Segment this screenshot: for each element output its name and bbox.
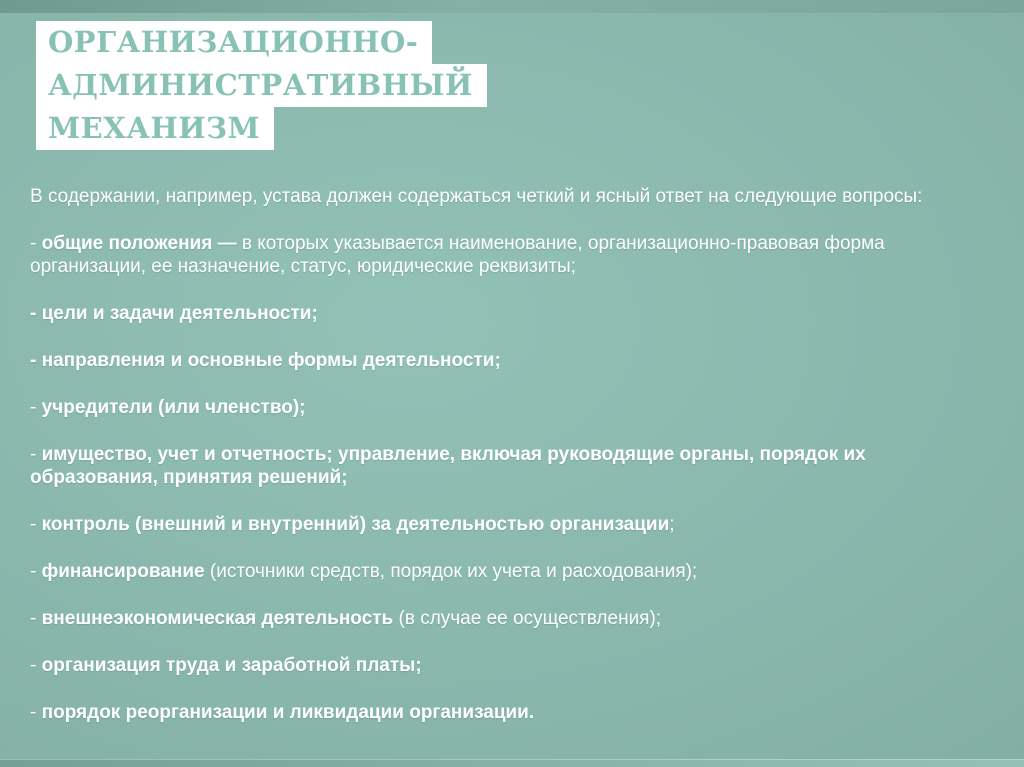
paragraph-text-segment: ; <box>669 514 675 535</box>
paragraph <box>30 443 968 489</box>
paragraph-bold-segment: финансирование <box>41 561 205 582</box>
paragraph <box>30 607 968 630</box>
paragraph-text-segment: - <box>30 444 42 465</box>
bottom-accent-bar <box>0 759 1024 767</box>
paragraph-text-segment: - <box>30 655 42 676</box>
paragraph <box>30 654 968 677</box>
paragraph-bold-segment: учредители (или членство); <box>41 397 306 418</box>
slide-title-line-3: МЕХАНИЗМ <box>36 107 274 150</box>
paragraph-bold-segment: внешнеэкономическая деятельность <box>41 608 394 629</box>
paragraph-bold-segment: порядок реорганизации и ликвидации организации. <box>41 702 535 723</box>
top-accent-bar <box>0 0 1024 13</box>
paragraph-text-segment: В содержании, например, устава должен содержаться четкий и ясный ответ на следующие вопросы: <box>30 186 923 207</box>
paragraph-text-segment: - <box>30 514 42 535</box>
paragraph-bold-segment: контроль (внешний и внутренний) за деятельностью организации <box>41 514 670 535</box>
slide-title-line-1: ОРГАНИЗАЦИОННО- <box>36 21 432 64</box>
paragraph-text-segment: - <box>30 561 42 582</box>
paragraph-text-segment: - <box>30 233 42 254</box>
paragraph <box>30 513 968 536</box>
paragraph-bold-segment: - направления и основные формы деятельности; <box>30 350 501 371</box>
paragraph-bold-segment: общие положения — <box>41 233 237 254</box>
paragraph-text-segment: в которых указывается наименование, организационно-правовая форма организации, ее назначение, статус, юридические реквизиты; <box>30 233 885 277</box>
paragraph-text-segment: - <box>30 397 42 418</box>
paragraph-bold-segment: имущество, учет и отчетность; управление, включая руководящие органы, порядок их образования, принятия решений; <box>30 444 866 488</box>
paragraph <box>30 701 968 724</box>
paragraph <box>30 185 968 208</box>
paragraph-bold-segment: организация труда и заработной платы; <box>41 655 422 676</box>
paragraph <box>30 396 968 419</box>
paragraph <box>30 560 968 583</box>
slide-title-line-2: АДМИНИСТРАТИВНЫЙ <box>36 64 487 107</box>
slide-body <box>30 185 968 724</box>
paragraph-bold-segment: - цели и задачи деятельности; <box>30 303 318 324</box>
paragraph-text-segment: (в случае ее осуществления); <box>393 608 662 629</box>
paragraph <box>30 232 968 278</box>
paragraph-text-segment: (источники средств, порядок их учета и расходования); <box>204 561 698 582</box>
paragraph-text-segment: - <box>30 702 42 723</box>
paragraph <box>30 302 968 325</box>
paragraph <box>30 349 968 372</box>
paragraph-text-segment: - <box>30 608 42 629</box>
slide-title <box>36 21 487 150</box>
